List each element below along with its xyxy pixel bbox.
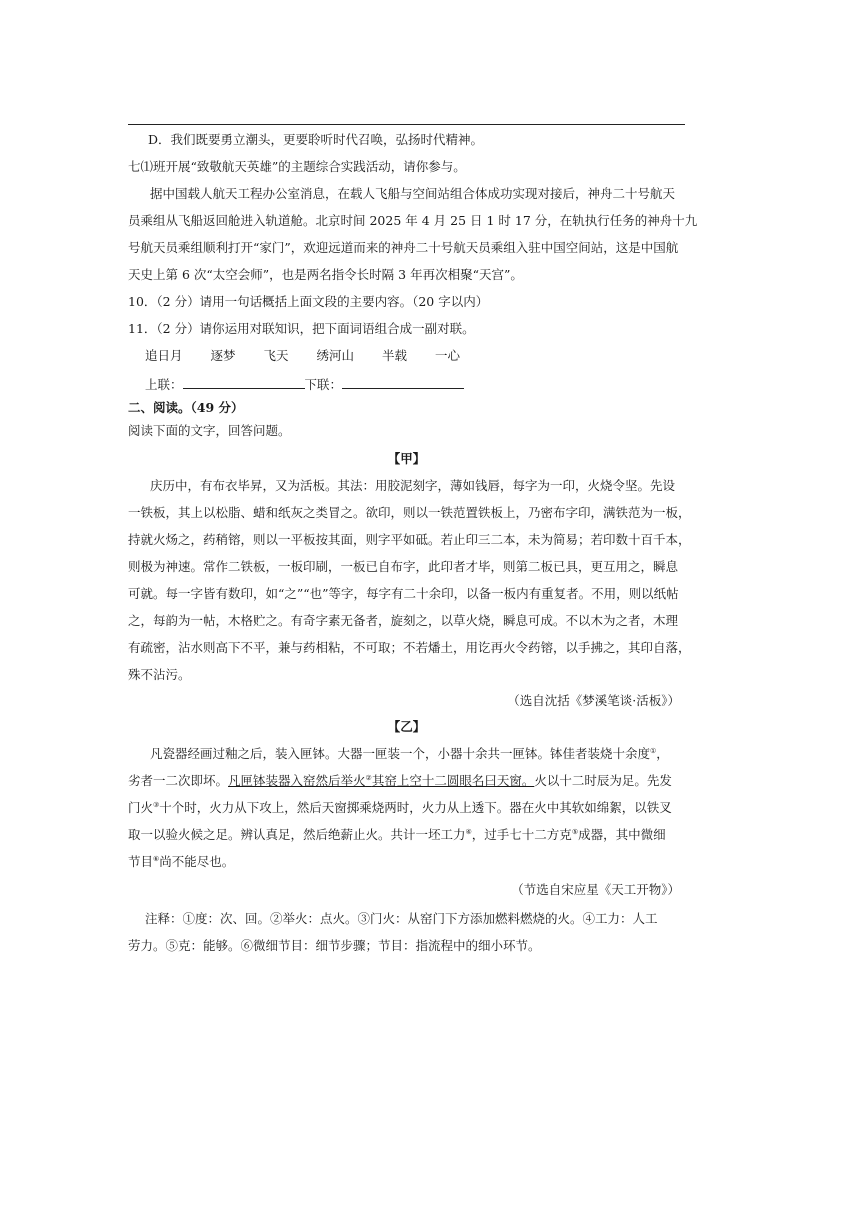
couplet-word: 飞天 [263, 348, 289, 363]
annotation-line: 注释：①度：次、回。②举火：点火。③门火：从窑门下方添加燃料燃烧的火。④工力：人工 [145, 911, 658, 926]
jia-line: 殊不沾污。 [128, 667, 191, 682]
footnote-mark: ③ [153, 800, 160, 809]
jia-line: 一铁板，其上以松脂、蜡和纸灰之类冒之。欲印，则以一铁范置铁板上，乃密布字印，满铁范为一板， [128, 505, 691, 520]
jia-line: 可就。每一字皆有数印，如“之”“也”等字，每字有二十余印，以备一板内有重复者。不用，则以纸帖 [128, 586, 679, 601]
yi-line: 凡瓷器经画过釉之后，装入匣钵。大器一匣装一个，小器十余共一匣钵。钵佳者装烧十余度①， [150, 746, 669, 761]
activity-intro: 七⑴班开展“致敬航天英雄”的主题综合实践活动，请你参与。 [128, 159, 466, 174]
upper-couplet-blank[interactable] [183, 375, 305, 389]
jia-source: （选自沈括《梦溪笔谈·活板》） [507, 693, 680, 708]
jia-line: 则极为神速。常作二铁板，一板印刷，一板已自布字，此印者才毕，则第二板已具，更互用之，瞬息 [128, 559, 679, 574]
yi-line: 门火③十个时，火力从下攻上，然后天窗掷乘烧两时，火力从上透下。器在火中其软如绵絮，以铁叉 [128, 800, 672, 815]
option-d: D．我们既要勇立潮头，更要聆听时代召唤，弘扬时代精神。 [148, 132, 484, 147]
footnote-mark: ④ [465, 827, 472, 836]
couplet-answer-row [145, 375, 464, 393]
couplet-word: 绣河山 [316, 348, 355, 363]
question-11: 11．（2 分）请你运用对联知识，把下面词语组合成一副对联。 [128, 321, 475, 336]
yi-line: 劣者一二次即坏。凡匣钵装器入窑然后举火②其窑上空十二圆眼名曰天窗。火以十二时辰为足。先发 [128, 773, 672, 788]
news-line: 号航天员乘组顺利打开“家门”，欢迎远道而来的神舟二十号航天员乘组入驻中国空间站，这是中国航 [128, 240, 679, 255]
annotation-line: 劳力。⑤克：能够。⑥微细节目：细节步骤；节目：指流程中的细小环节。 [128, 938, 541, 953]
question-10: 10．（2 分）请用一句话概括上面文段的主要内容。（20 字以内） [128, 294, 489, 309]
lower-couplet-blank[interactable] [342, 375, 464, 389]
jia-line: 之，每韵为一帖，木格贮之。有奇字素无备者，旋刻之，以草火烧，瞬息可成。不以木为之者，木理 [128, 613, 679, 628]
footnote-mark: ② [365, 773, 372, 782]
underlined-sentence: 凡匣钵装器入窑然后举火②其窑上空十二圆眼名曰天窗。 [228, 773, 535, 788]
passage-yi-title: 【乙】 [387, 719, 426, 734]
upper-couplet-label: 上联： [145, 377, 183, 392]
reading-prompt: 阅读下面的文字，回答问题。 [128, 423, 291, 438]
couplet-word: 追日月 [145, 348, 183, 363]
yi-line: 取一以验火候之足。辨认真足，然后绝薪止火。共计一坯工力④，过手七十二方克⑤成器，其中微细 [128, 827, 666, 842]
couplet-word-list [145, 348, 484, 364]
couplet-word: 半载 [382, 348, 408, 363]
passage-jia-title: 【甲】 [387, 451, 426, 466]
footnote-mark: ⑥ [153, 854, 160, 863]
yi-source: （节选自宋应星《天工开物》） [511, 882, 680, 897]
top-rule [128, 124, 685, 125]
yi-line: 节目⑥尚不能尽也。 [128, 854, 235, 869]
jia-line: 庆历中，有布衣毕昇，又为活板。其法：用胶泥刻字，薄如钱唇，每字为一印，火烧令坚。先设 [150, 478, 676, 493]
news-line: 员乘组从飞船返回舱进入轨道舱。北京时间 2025 年 4 月 25 日 1 时 17 分，在轨执行任务的神舟十九 [128, 213, 698, 228]
section-2-heading: 二、阅读。（49 分） [128, 400, 244, 415]
couplet-word: 逐梦 [210, 348, 236, 363]
lower-couplet-label: 下联： [304, 377, 343, 392]
jia-line: 持就火炀之，药稍镕，则以一平板按其面，则字平如砥。若止印三二本，未为简易；若印数十百千本， [128, 532, 691, 547]
news-line: 天史上第 6 次“太空会师”，也是两名指令长时隔 3 年再次相聚“天宫”。 [128, 267, 523, 282]
couplet-word: 一心 [435, 348, 461, 363]
footnote-mark: ① [650, 746, 657, 755]
news-line: 据中国载人航天工程办公室消息，在载人飞船与空间站组合体成功实现对接后，神舟二十号航天 [150, 186, 676, 201]
jia-line: 有疏密，沾水则高下不平，兼与药相粘，不可取；不若燔土，用讫再火令药镕，以手拂之，其印自落， [128, 640, 691, 655]
footnote-mark: ⑤ [571, 827, 579, 836]
